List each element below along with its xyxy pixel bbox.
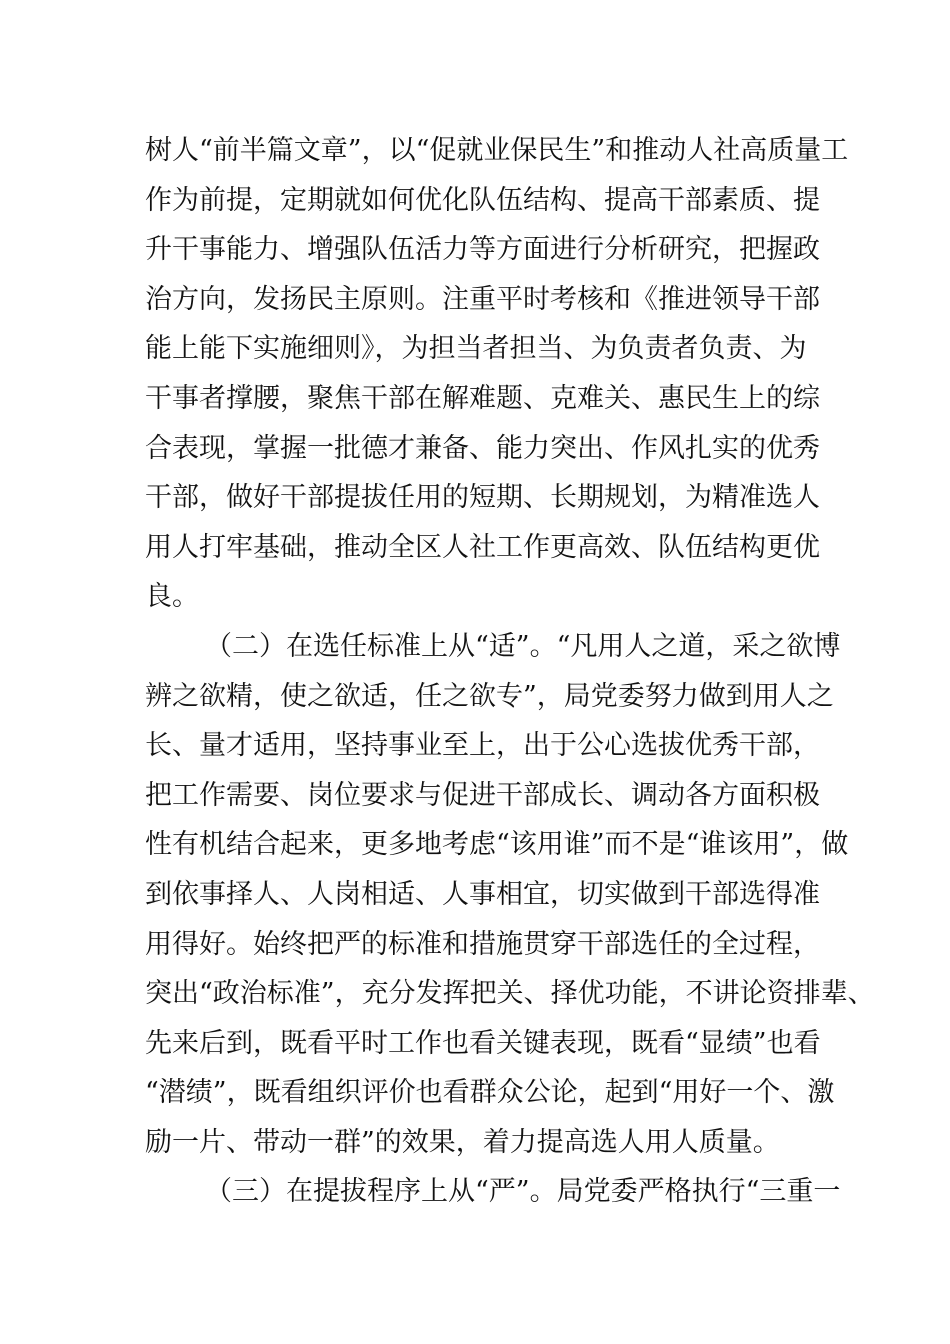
text-line: 长、量才适用，坚持事业至上，出于公心选拔优秀干部，	[145, 730, 820, 762]
text-line: 治方向，发扬民主原则。注重平时考核和《推进领导干部	[145, 283, 820, 315]
text-line: 合表现，掌握一批德才兼备、能力突出、作风扎实的优秀	[145, 432, 820, 464]
text-line: 用人打牢基础，推动全区人社工作更高效、队伍结构更优	[145, 531, 820, 563]
text-line: 性有机结合起来，更多地考虑“该用谁”而不是“谁该用”，做	[145, 829, 849, 861]
text-line: 作为前提，定期就如何优化队伍结构、提高干部素质、提	[145, 184, 820, 216]
text-line: 能上能下实施细则》，为担当者担当、为负责者负责、为	[145, 333, 807, 365]
text-line: 良。	[145, 581, 199, 613]
text-line: （三）在提拔程序上从“严”。局党委严格执行“三重一	[205, 1176, 841, 1208]
text-line: 到依事择人、人岗相适、人事相宜，切实做到干部选得准	[145, 878, 820, 910]
text-line: 励一片、带动一群”的效果，着力提高选人用人质量。	[145, 1126, 780, 1158]
text-line: “潜绩”，既看组织评价也看群众公论，起到“用好一个、激	[145, 1077, 835, 1109]
paragraph-1	[145, 126, 849, 622]
text-line: 升干事能力、增强队伍活力等方面进行分析研究，把握政	[145, 234, 820, 266]
paragraph-2	[145, 622, 875, 1168]
text-line: 干部，做好干部提拔任用的短期、长期规划，为精准选人	[145, 482, 820, 514]
document-body	[145, 126, 875, 1217]
text-line: 用得好。始终把严的标准和措施贯穿干部选任的全过程，	[145, 928, 820, 960]
text-line: 干事者撑腰，聚焦干部在解难题、克难关、惠民生上的综	[145, 382, 820, 414]
text-line: 辨之欲精，使之欲适，任之欲专”，局党委努力做到用人之	[145, 680, 834, 712]
text-line: 先来后到，既看平时工作也看关键表现，既看“显绩”也看	[145, 1027, 821, 1059]
text-line: 树人“前半篇文章”，以“促就业保民生”和推动人社高质量工	[145, 135, 849, 166]
text-line: 把工作需要、岗位要求与促进干部成长、调动各方面积极	[145, 779, 820, 811]
paragraph-3	[145, 1167, 841, 1217]
text-line: 突出“政治标准”，充分发挥把关、择优功能，不讲论资排辈、	[145, 978, 875, 1010]
text-line: （二）在选任标准上从“适”。“凡用人之道，采之欲博	[205, 630, 841, 662]
